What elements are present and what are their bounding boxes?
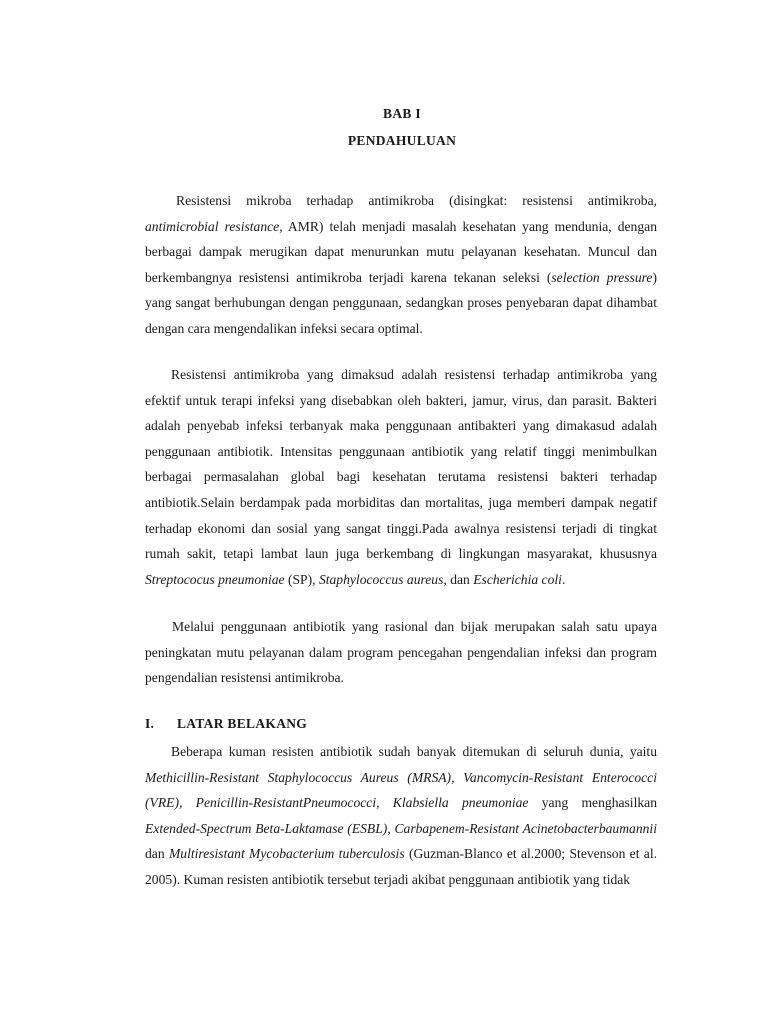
italic-term: Extended-Spectrum Beta-Laktamase (ESBL), Carbapenem-Resistant Acinetobacterbaumannii (145, 820, 657, 836)
text-run: Resistensi mikroba terhadap antimikroba (disingkat: resistensi antimikroba, (176, 193, 657, 208)
paragraph-4 (145, 739, 657, 893)
text-run: . (561, 571, 566, 587)
paragraph-text (145, 188, 657, 342)
italic-term: Methicillin-Resistant Staphylococcus Aureus (MRSA), Vancomycin-Resistant Enterococci (VRE), Penicillin-ResistantPneumococci, Klabsiella pneumoniae (145, 769, 657, 811)
paragraph-text (145, 739, 657, 893)
paragraph-2 (145, 362, 657, 592)
text-run: (SP), (284, 571, 319, 587)
text-run: yang menghasilkan (528, 795, 657, 811)
italic-term: antimicrobial resistance (145, 218, 280, 234)
paragraph-3 (145, 614, 657, 691)
italic-term: Staphylococcus aureus (318, 571, 444, 587)
italic-term: Streptococus pneumoniae (145, 571, 285, 587)
chapter-title: PENDAHULUAN (347, 133, 457, 148)
text-run: , AMR) telah menjadi masalah kesehatan yang mendunia, dengan berbagai dampak merugikan dapat menurunkan mutu pelayanan kesehatan. Muncul dan berkembangnya resistensi antimikroba terjadi karena tekanan seleksi ( (145, 218, 657, 285)
text-run: dan (145, 846, 169, 862)
italic-term: Multiresistant Mycobacterium tuberculosis (168, 846, 405, 862)
section-heading (145, 716, 307, 732)
paragraph-text (145, 362, 657, 592)
section-title: LATAR BELAKANG (177, 716, 308, 731)
italic-term: selection pressure (551, 269, 653, 285)
text-run: (Guzman-Blanco et al.2000; Stevenson et al. 2005). Kuman resisten antibiotik tersebut terjadi akibat penggunaan antibiotik yang tidak (145, 846, 658, 887)
section-number: I. (145, 716, 155, 731)
chapter-label: BAB I (383, 106, 421, 121)
text-run: Resistensi antimikroba yang dimaksud adalah resistensi terhadap antimikroba yang efektif untuk terapi infeksi yang disebabkan oleh bakteri, jamur, virus, dan parasit. Bakteri adalah penyebab infeksi terbanyak maka penggunaan antibakteri yang dimakasud adalah penggunaan antibiotik. Intensitas penggunaan antibiotik yang relatif tinggi menimbulkan berbagai permasalahan global bagi kesehatan terutama resistensi bakteri terhadap antibiotik.Selain berdampak pada morbiditas dan mortalitas, juga memberi dampak negatif terhadap ekonomi dan sosial yang sangat tinggi.Pada awalnya resistensi terjadi di tingkat rumah sakit, tetapi lambat laun juga berkembang di lingkungan masyarakat, khususnya (145, 367, 657, 562)
paragraph-1 (145, 188, 657, 342)
text-run: Beberapa kuman resisten antibiotik sudah banyak ditemukan di seluruh dunia, yaitu (171, 744, 657, 759)
text-run: ) yang sangat berhubungan dengan penggunaan, sedangkan proses penyebaran dapat dihambat dengan cara mengendalikan infeksi secara optimal. (145, 269, 657, 336)
paragraph-text: Melalui penggunaan antibiotik yang rasional dan bijak merupakan salah satu upaya peningkatan mutu pelayanan dalam program pencegahan pengendalian infeksi dan program pengendalian resistensi antimikroba. (145, 619, 657, 686)
italic-term: Escherichia coli (473, 571, 562, 587)
text-run: , dan (443, 571, 474, 587)
